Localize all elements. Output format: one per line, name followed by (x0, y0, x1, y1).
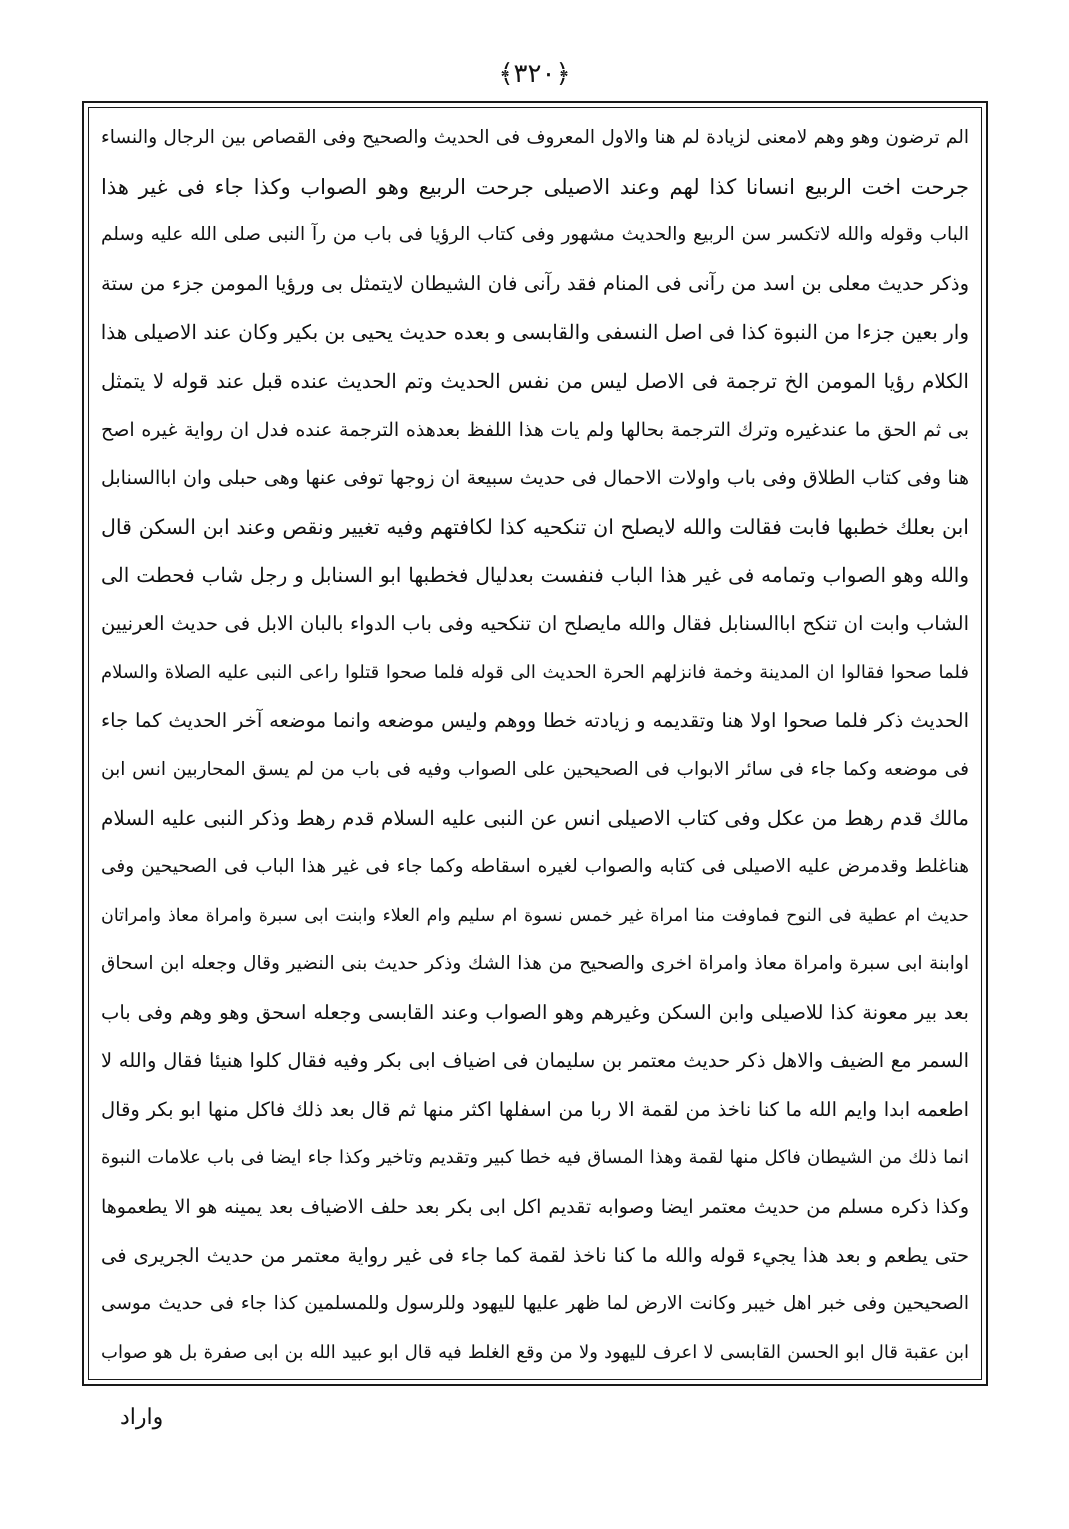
text-line: وكذا ذكره مسلم من حديث معتمر ايضا وصوابه تقديم اكل ابى بكر بعد حلف الاضياف بعد يمينه هو الا يطعموها (101, 1196, 969, 1219)
text-line: وذكر حديث معلى بن اسد من رآنى فى المنام فقد رآنى فان الشيطان لايتمثل بى ورؤيا المومن جزء من ستة (101, 271, 969, 295)
text-line: انما ذلك من الشيطان فاكل منها لقمة وهذا المساق فيه خطا كبير وتقديم وتاخير وكذا جاء ايضا فى باب علامات النبوة (101, 1147, 969, 1169)
catchword: واراد (120, 1405, 164, 1430)
text-line: هناغلط وقدمرض عليه الاصيلى فى كتابه والصواب لغيره اسقاطه وكما جاء فى غير هذا الباب فى الصحيحين وفى (101, 855, 969, 877)
text-line: اوابنة ابى سبرة وامراة معاذ وامراة اخرى والصحيح من هذا الشك وذكر حديث بنى النضير وقال وجعله ابن اسحاق (101, 953, 969, 975)
text-line: اطعمه ابدا وايم الله ما كنا ناخذ من لقمة الا ربا من اسفلها اكثر منها ثم قال بعد ذلك فاكل منها ابو بكر وقال (101, 1097, 969, 1121)
page-number: ﴿٣٢٠﴾ (498, 59, 571, 89)
text-line: ابن بعلك خطبها فابت فقالت والله لايصلح ان تنكحيه كذا لكافتهم وفيه تغيير ونقص وعند ابن السكن قال (101, 514, 969, 539)
text-line: فلما صحوا فقالوا ان المدينة وخمة فانزلهم الحرة الحديث الى قوله فلما صحوا قتلوا راعى النبى عليه الصلاة والسلام (101, 661, 969, 683)
text-line: بعد بير معونة كذا للاصيلى وابن السكن وغيرهم وهو الصواب وعند القابسى وجعله اسحق وهو وهم وفى باب (101, 1000, 969, 1024)
text-line: حديث ام عطية فى النوح فماوفت منا امراة غير خمس نسوة ام سليم وام العلاء وابنت ابى سبرة وامراة معاذ وامراتان (101, 905, 969, 926)
text-line: وار بعين جزءا من النبوة كذا فى اصل النسفى والقابسى و بعده حديث يحيى بن بكير وكان عند الاصيلى هذا (101, 320, 969, 345)
text-line: جرحت اخت الربيع انسانا كذا لهم وعند الاصيلى جرحت الربيع وهو الصواب وكذا جاء فى غير هذا (101, 174, 969, 199)
text-line: السمر مع الضيف والاهل ذكر حديث معتمر بن سليمان فى اضياف ابى بكر وفيه فقال كلوا هنيئا فقال والله لا (101, 1049, 969, 1073)
text-line: بى ثم الحق ما عندغيره وترك الترجمة بحالها ولم يات هذا اللفظ بعدهذه الترجمة عنده فدل ان رواية غيره اصح (101, 418, 969, 441)
text-line: الباب وقوله والله لاتكسر سن الربيع والحديث مشهور وفى كتاب الرؤيا فى باب من رآ النبى صلى الله عليه وسلم (101, 224, 969, 246)
text-line: الحديث ذكر فلما صحوا اولا هنا وتقديمه و زيادته خطا ووهم وليس موضعه وانما موضعه آخر الحديث كما جاء (101, 709, 969, 733)
text-line: الصحيحين وفى خبر اهل خيبر وكانت الارض لما ظهر عليها لليهود وللرسول وللمسلمين كذا جاء فى حديث موسى (101, 1293, 969, 1315)
text-line: هنا وفى كتاب الطلاق وفى باب واولات الاحمال فى حديث سبيعة ان زوجها توفى عنها وهى حبلى وان اباالسنابل (101, 467, 969, 490)
text-line: فى موضعه وكما جاء فى سائر الابواب فى الصحيحين على الصواب وفيه فى باب من لم يسق المحاربين انس ابن (101, 758, 969, 780)
text-line: ابن عقبة قال ابو الحسن القابسى لا اعرف لليهود ولا من وقع الغلط فيه قال ابو عبيد الله بن ابى صفرة بل هو صواب (101, 1341, 969, 1363)
text-frame (88, 107, 982, 1380)
text-line: حتى يطعم و بعد هذا يجيء قوله والله ما كنا ناخذ لقمة كما جاء فى غير رواية معتمر من حديث الجريرى فى (101, 1243, 969, 1267)
text-body (101, 118, 969, 1373)
text-line: الم ترضون وهو وهم لامعنى لزيادة لم هنا والاول المعروف فى الحديث والصحيح وفى القصاص بين الرجال والنساء (101, 127, 969, 148)
text-line: والله وهو الصواب وتمامه فى غير هذا الباب فنفست بعدليال فخطبها ابو السنابل و رجل شاب فحطت الى (101, 563, 969, 588)
text-line: مالك قدم رهط من عكل وفى كتاب الاصيلى انس عن النبى عليه السلام قدم رهط وذكر النبى عليه السلام (101, 806, 969, 831)
text-line: الشاب وابت ان تنكح اباالسنابل فقال والله مايصلح ان تنكحيه وفى باب الدواء بالبان الابل فى حديث العرنيين (101, 611, 969, 635)
text-line: الكلام رؤيا المومن الخ ترجمة فى الاصل ليس من نفس الحديث وتم الحديث عنده قبل عند قوله لا يتمثل (101, 368, 969, 393)
